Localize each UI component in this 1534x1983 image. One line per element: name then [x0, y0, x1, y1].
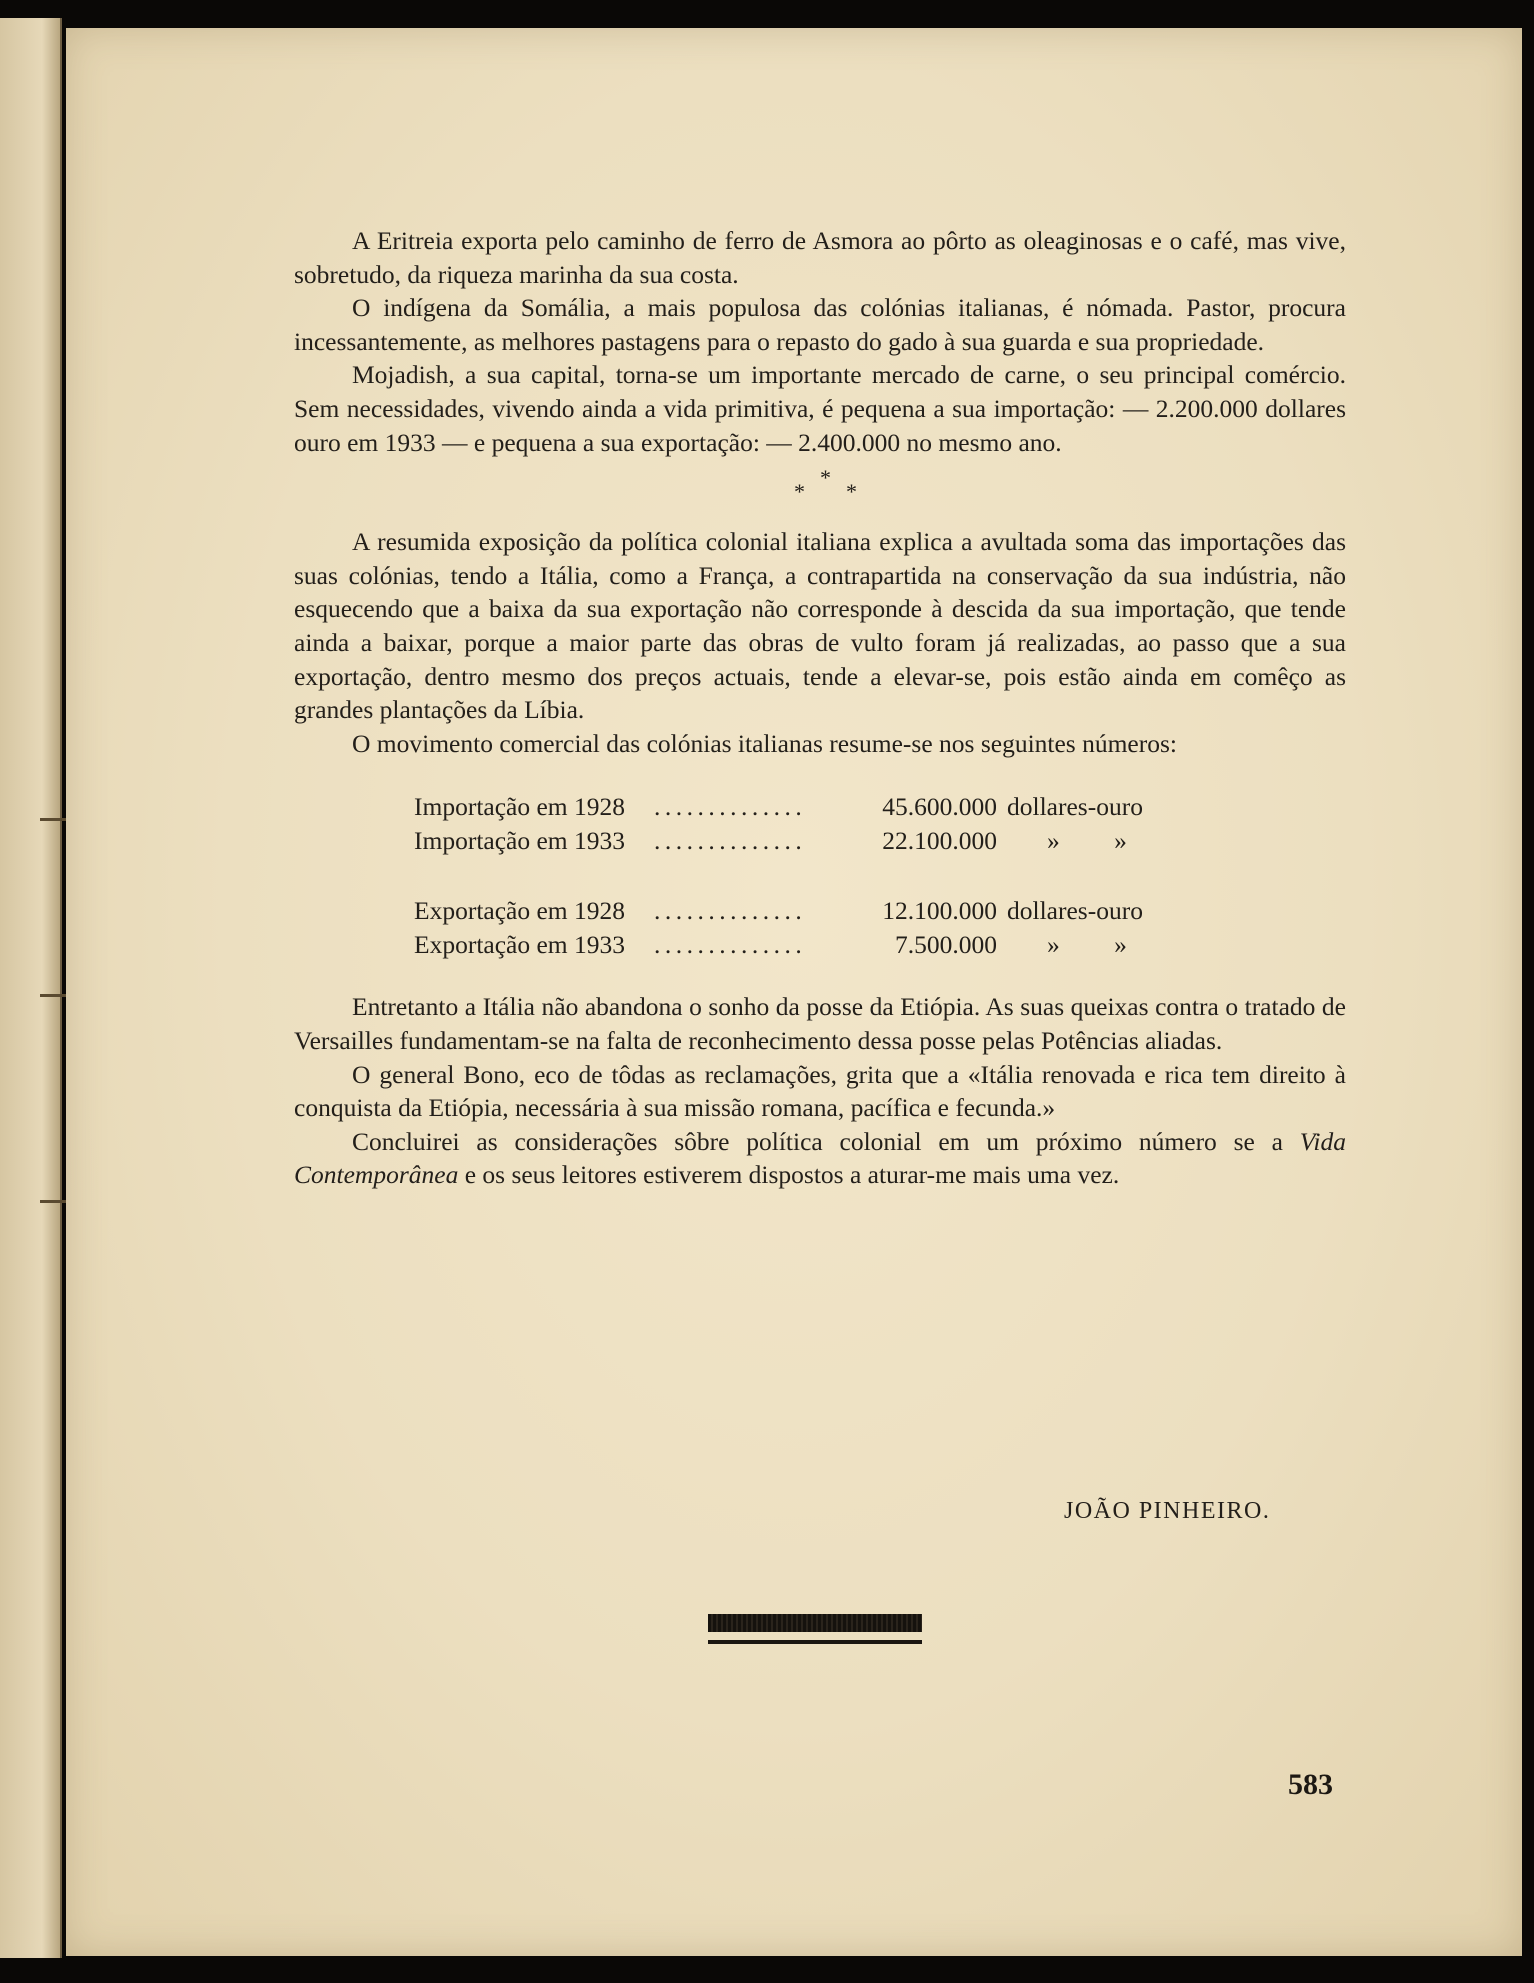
- magazine-title: Vida Contemporânea: [294, 1126, 1346, 1190]
- paragraph: O general Bono, eco de tôdas as reclamações, grita que a «Itália renovada e rica tem direito à conquista da Etiópia, necessária à sua missão romana, pacífica e fecunda.»: [294, 1059, 1346, 1123]
- leader-dots: ..............: [654, 792, 807, 822]
- table-row: [294, 824, 1346, 858]
- leader-dots: ..............: [654, 826, 807, 856]
- paragraph: A Eritreia exporta pelo caminho de ferro de Asmora ao pôrto as oleaginosas e o café, mas vive, sobretudo, da riqueza marinha da sua costa.: [294, 226, 1346, 289]
- row-label: Exportação em 1928: [414, 896, 626, 926]
- row-unit: dollares-ouro: [1007, 792, 1143, 822]
- trade-table: [294, 790, 1346, 962]
- paragraph: Mojadish, a sua capital, torna-se um importante mercado de carne, o seu principal comércio. Sem necessidades, vivendo ainda a vida primitiva, é pequena a sua importação: — 2.200.000 dollares ouro em 1933 — e pequena a sua exportação: — 2.400.000 no mesmo ano.: [294, 360, 1346, 457]
- page-number: 583: [1288, 1768, 1333, 1801]
- section-separator: [294, 461, 1346, 503]
- row-label: Importação em 1928: [414, 792, 626, 822]
- row-label: Exportação em 1933: [414, 930, 626, 960]
- table-row: [294, 894, 1346, 928]
- closing-paragraph: [294, 1125, 1346, 1192]
- row-value: 7.500.000: [895, 930, 997, 960]
- table-row: [294, 790, 1346, 824]
- paragraph: O indígena da Somália, a mais populosa das colónias italianas, é nómada. Pastor, procura incessantemente, as melhores pastagens para o repasto do gado à sua guarda e sua propriedade.: [294, 293, 1346, 356]
- article-body: [294, 224, 1346, 1192]
- closing-text: e os seus leitores estiverem dispostos a aturar-me mais uma vez.: [464, 1160, 1120, 1190]
- end-rule-thick: [708, 1614, 922, 1632]
- author-signature: JOÃO PINHEIRO.: [1064, 1498, 1271, 1524]
- table-row: [294, 928, 1346, 962]
- closing-section: [294, 990, 1346, 1192]
- separator-star: *: [820, 465, 831, 491]
- leader-dots: ..............: [654, 930, 807, 960]
- closing-text: Concluirei as considerações sôbre política colonial em um próximo número se a: [352, 1126, 1283, 1156]
- paragraph: Entretanto a Itália não abandona o sonho da posse da Etiópia. As suas queixas contra o tratado de Versailles fundamentam-se na falta de reconhecimento dessa posse pelas Potências aliadas.: [294, 992, 1346, 1055]
- end-rule-thin: [708, 1640, 922, 1644]
- paragraph: O movimento comercial das colónias italianas resume-se nos seguintes números:: [352, 728, 1178, 758]
- row-value: 22.100.000: [882, 826, 997, 856]
- row-unit: » »: [1047, 930, 1127, 960]
- row-unit: dollares-ouro: [1007, 896, 1143, 926]
- row-label: Importação em 1933: [414, 826, 626, 856]
- row-unit: » »: [1047, 826, 1127, 856]
- row-value: 12.100.000: [882, 896, 997, 926]
- separator-star: *: [846, 479, 857, 505]
- leader-dots: ..............: [654, 896, 807, 926]
- separator-star: *: [794, 479, 805, 505]
- paragraph: A resumida exposição da política colonial italiana explica a avultada soma das importações das suas colónias, tendo a Itália, como a França, a contrapartida na conservação da sua indústria, não esquecendo que a baixa da sua exportação não corresponde à descida da sua importação, que tende ainda a baixar, porque a maior parte das obras de vulto foram já realizadas, ao passo que a sua exportação, dentro mesmo dos preços actuais, tende a elevar-se, pois estão ainda em comêço as grandes plantações da Líbia.: [294, 527, 1346, 725]
- table-gap: [294, 858, 1346, 894]
- previous-page-edge: [0, 18, 62, 1958]
- row-value: 45.600.000: [882, 792, 997, 822]
- document-page: [66, 28, 1522, 1956]
